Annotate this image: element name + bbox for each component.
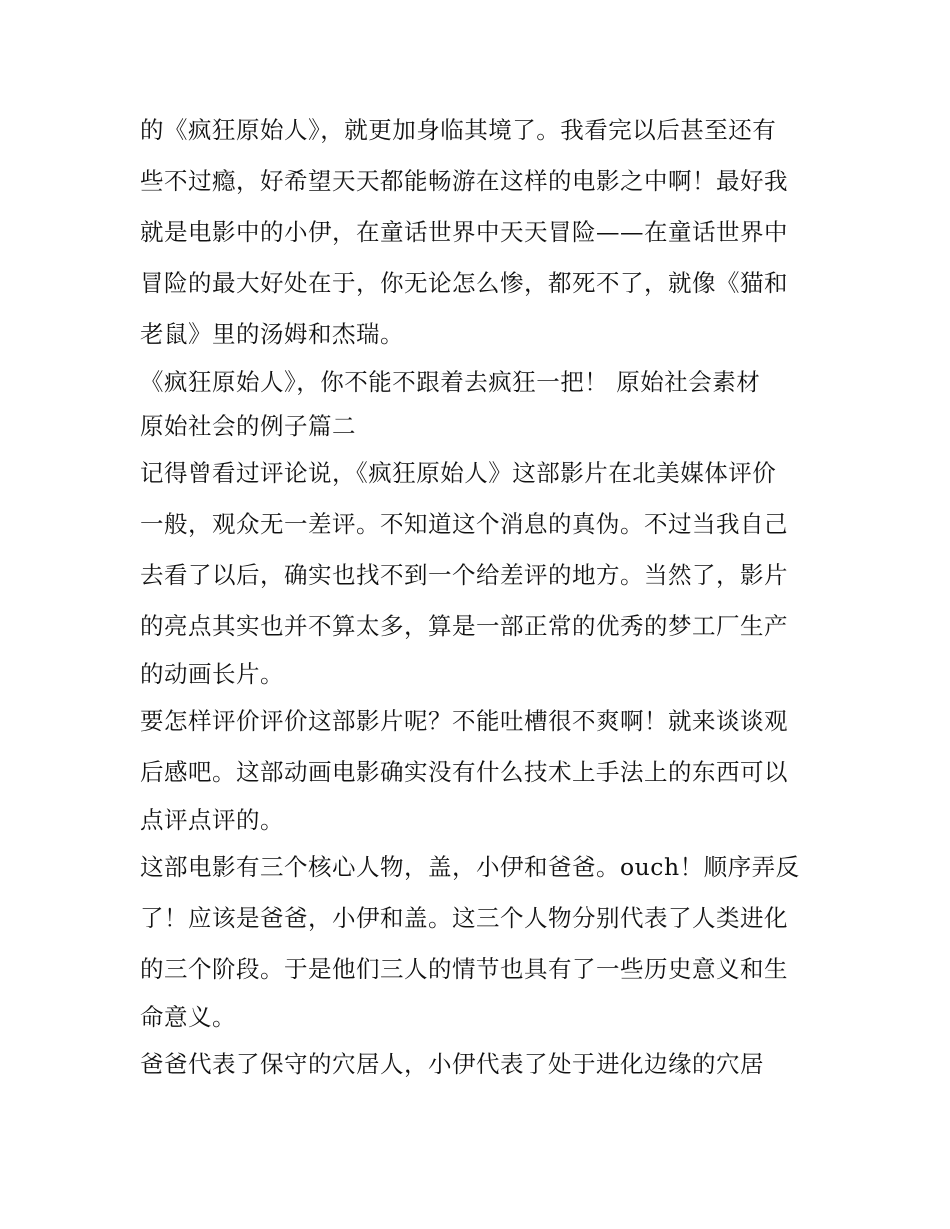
text-line: 点评点评的。 — [140, 806, 284, 834]
text-line: 的动画长片。 — [140, 660, 284, 688]
text-line: 《疯狂原始人》，你不能不跟着去疯狂一把！ 原始社会素材 — [140, 368, 761, 396]
text-line: 去看了以后，确实也找不到一个给差评的地方。当然了，影片 — [140, 561, 788, 589]
text-line: 就是电影中的小伊，在童话世界中天天冒险——在童话世界中 — [140, 218, 788, 246]
text-line: 的亮点其实也并不算太多，算是一部正常的优秀的梦工厂生产 — [140, 612, 788, 640]
text-line: 这部电影有三个核心人物，盖，小伊和爸爸。ouch！顺序弄反 — [140, 853, 800, 881]
text-line: 冒险的最大好处在于，你无论怎么惨，都死不了，就像《猫和 — [140, 269, 788, 297]
text-line: 老鼠》里的汤姆和杰瑞。 — [140, 320, 404, 348]
section-heading: 原始社会的例子篇二 — [140, 412, 356, 440]
text-line: 后感吧。这部动画电影确实没有什么技术上手法上的东西可以 — [140, 758, 788, 786]
text-line: 记得曾看过评论说，《疯狂原始人》这部影片在北美媒体评价 — [140, 459, 777, 487]
text-line: 一般，观众无一差评。不知道这个消息的真伪。不过当我自己 — [140, 510, 788, 538]
text-line: 的《疯狂原始人》，就更加身临其境了。我看完以后甚至还有 — [140, 116, 777, 144]
text-line: 的三个阶段。于是他们三人的情节也具有了一些历史意义和生 — [140, 955, 788, 983]
text-line: 爸爸代表了保守的穴居人，小伊代表了处于进化边缘的穴居 — [140, 1050, 764, 1078]
text-line: 些不过瘾，好希望天天都能畅游在这样的电影之中啊！最好我 — [140, 167, 788, 195]
text-line: 命意义。 — [140, 1003, 236, 1031]
text-line: 要怎样评价评价这部影片呢？不能吐槽很不爽啊！就来谈谈观 — [140, 707, 788, 735]
document-body — [140, 105, 820, 1090]
text-line: 了！应该是爸爸，小伊和盖。这三个人物分别代表了人类进化 — [140, 904, 788, 932]
